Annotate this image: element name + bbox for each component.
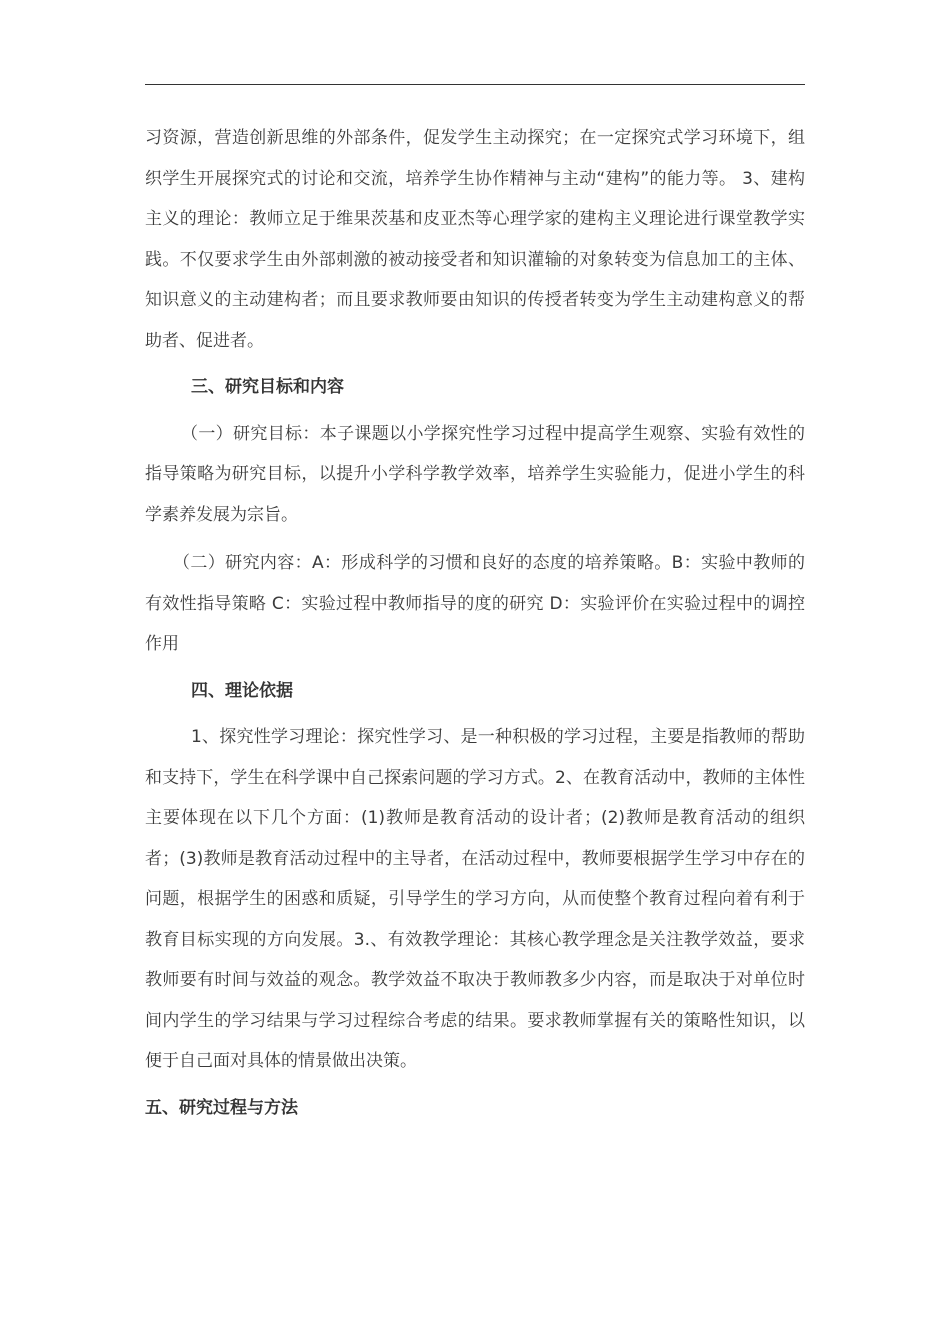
heading-research-goals: 三、研究目标和内容 bbox=[191, 377, 344, 397]
header-rule bbox=[145, 84, 805, 85]
paragraph-theory: 1、探究性学习理论：探究性学习、是一种积极的学习过程，主要是指教师的帮助和支持下，学生在科学课中自己探索问题的学习方式。2、在教育活动中，教师的主体性主要体现在以下几个方面：(1)教师是教育活动的设计者；(2)教师是教育活动的组织者；(3)教师是教育活动过程中的主导者，在活动过程中，教师要根据学生学习中存在的问题，根据学生的困惑和质疑，引导学生的学习方向，从而使整个教育过程向着有利于教育目标实现的方向发展。3.、有效教学理论：其核心教学理念是关注教学效益，要求教师要有时间与效益的观念。教学效益不取决于教师教多少内容，而是取决于对单位时间内学生的学习结果与学习过程综合考虑的结果。要求教师掌握有关的策略性知识，以便于自己面对具体的情景做出决策。 bbox=[145, 727, 805, 1071]
paragraph-constructivism: 习资源，营造创新思维的外部条件，促发学生主动探究；在一定探究式学习环境下，组织学生开展探究式的讨论和交流，培养学生协作精神与主动“建构”的能力等。 3、建构主义的理论：教师立足于维果茨基和皮亚杰等心理学家的建构主义理论进行课堂教学实践。不仅要求学生由外部刺激的被动接受者和知识灌输的对象转变为信息加工的主体、知识意义的主动建构者；而且要求教师要由知识的传授者转变为学生主动建构意义的帮助者、促进者。 bbox=[145, 128, 805, 351]
document-body bbox=[145, 118, 805, 1128]
heading-theory-basis: 四、理论依据 bbox=[191, 680, 293, 701]
paragraph-research-goal: （一）研究目标：本子课题以小学探究性学习过程中提高学生观察、实验有效性的指导策略为研究目标，以提升小学科学教学效率，培养学生实验能力，促进小学生的科学素养发展为宗旨。 bbox=[145, 423, 805, 525]
heading-research-process: 五、研究过程与方法 bbox=[145, 1097, 298, 1118]
paragraph-research-content: （二）研究内容：A：形成科学的习惯和良好的态度的培养策略。B：实验中教师的有效性指导策略 C：实验过程中教师指导的度的研究 D：实验评价在实验过程中的调控作用 bbox=[145, 553, 805, 654]
